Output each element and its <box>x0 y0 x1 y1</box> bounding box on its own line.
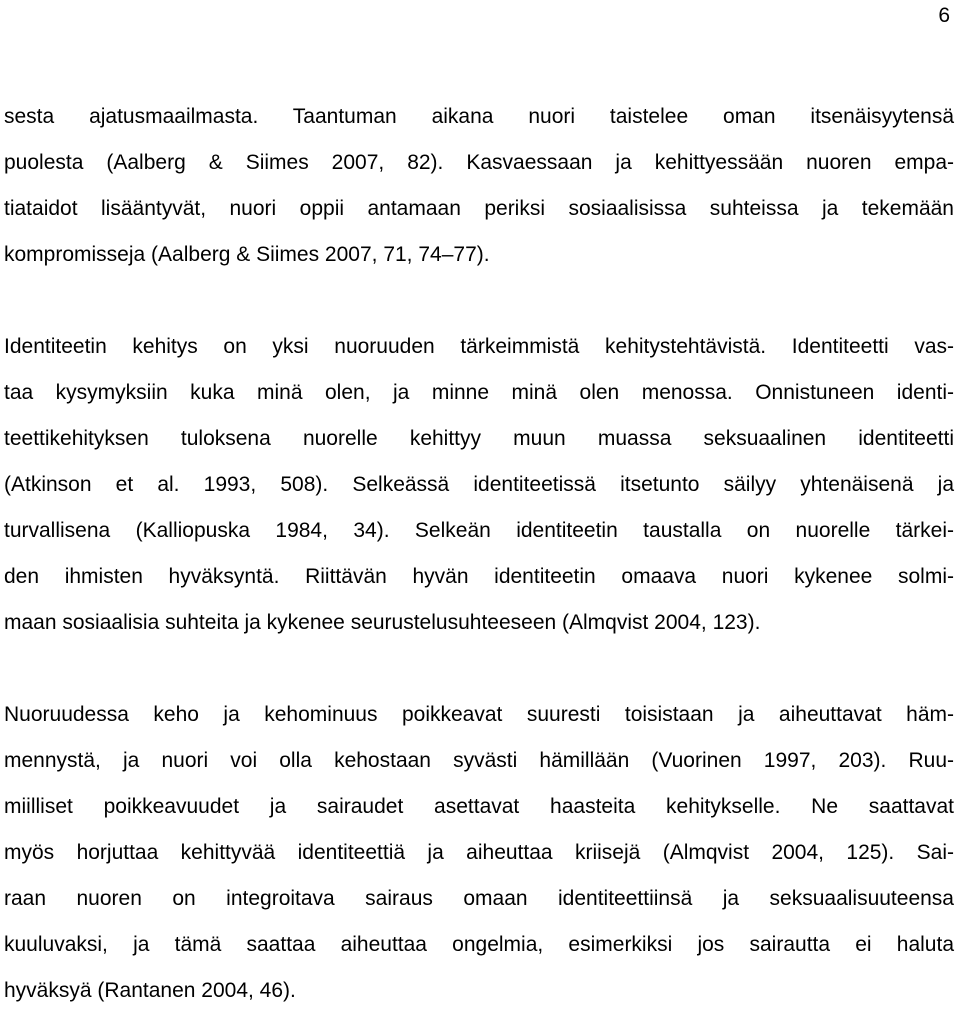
text-line: hyväksyä (Rantanen 2004, 46). <box>4 979 296 1002</box>
text-line: puolesta (Aalberg & Siimes 2007, 82). Kasvaessaan ja kehittyessään nuoren empa- <box>4 151 954 174</box>
text-line: (Atkinson et al. 1993, 508). Selkeässä identiteetissä itsetunto säilyy yhtenäisenä ja <box>4 473 954 496</box>
paragraph-gap <box>4 646 954 692</box>
paragraph-2 <box>4 324 954 646</box>
text-line: turvallisena (Kalliopuska 1984, 34). Selkeän identiteetin taustalla on nuorelle tärkei- <box>4 519 954 542</box>
text-line: taa kysymyksiin kuka minä olen, ja minne minä olen menossa. Onnistuneen identi- <box>4 381 954 404</box>
text-line: Nuoruudessa keho ja kehominuus poikkeavat suuresti toisistaan ja aiheuttavat häm- <box>4 703 954 726</box>
paragraph-1 <box>4 94 954 278</box>
text-line: mennystä, ja nuori voi olla kehostaan syvästi hämillään (Vuorinen 1997, 203). Ruu- <box>4 749 954 772</box>
text-line: teettikehityksen tuloksena nuorelle kehittyy muun muassa seksuaalinen identiteetti <box>4 427 954 450</box>
text-line: maan sosiaalisia suhteita ja kykenee seurustelusuhteeseen (Almqvist 2004, 123). <box>4 611 761 634</box>
document-body <box>4 94 954 1014</box>
text-line: raan nuoren on integroitava sairaus omaan identiteettiinsä ja seksuaalisuuteensa <box>4 887 954 910</box>
text-line: kuuluvaksi, ja tämä saattaa aiheuttaa ongelmia, esimerkiksi jos sairautta ei haluta <box>4 933 954 956</box>
text-line: sesta ajatusmaailmasta. Taantuman aikana nuori taistelee oman itsenäisyytensä <box>4 105 954 128</box>
paragraph-3 <box>4 692 954 1014</box>
text-line: myös horjuttaa kehittyvää identiteettiä ja aiheuttaa kriisejä (Almqvist 2004, 125). Sai- <box>4 841 954 864</box>
text-line: kompromisseja (Aalberg & Siimes 2007, 71, 74–77). <box>4 243 490 266</box>
page-number: 6 <box>938 4 950 27</box>
text-line: den ihmisten hyväksyntä. Riittävän hyvän identiteetin omaava nuori kykenee solmi- <box>4 565 954 588</box>
text-line: Identiteetin kehitys on yksi nuoruuden tärkeimmistä kehitystehtävistä. Identiteetti vas- <box>4 335 954 358</box>
text-line: miilliset poikkeavuudet ja sairaudet asettavat haasteita kehitykselle. Ne saattavat <box>4 795 954 818</box>
paragraph-gap <box>4 278 954 324</box>
text-line: tiataidot lisääntyvät, nuori oppii antamaan periksi sosiaalisissa suhteissa ja tekemään <box>4 197 954 220</box>
